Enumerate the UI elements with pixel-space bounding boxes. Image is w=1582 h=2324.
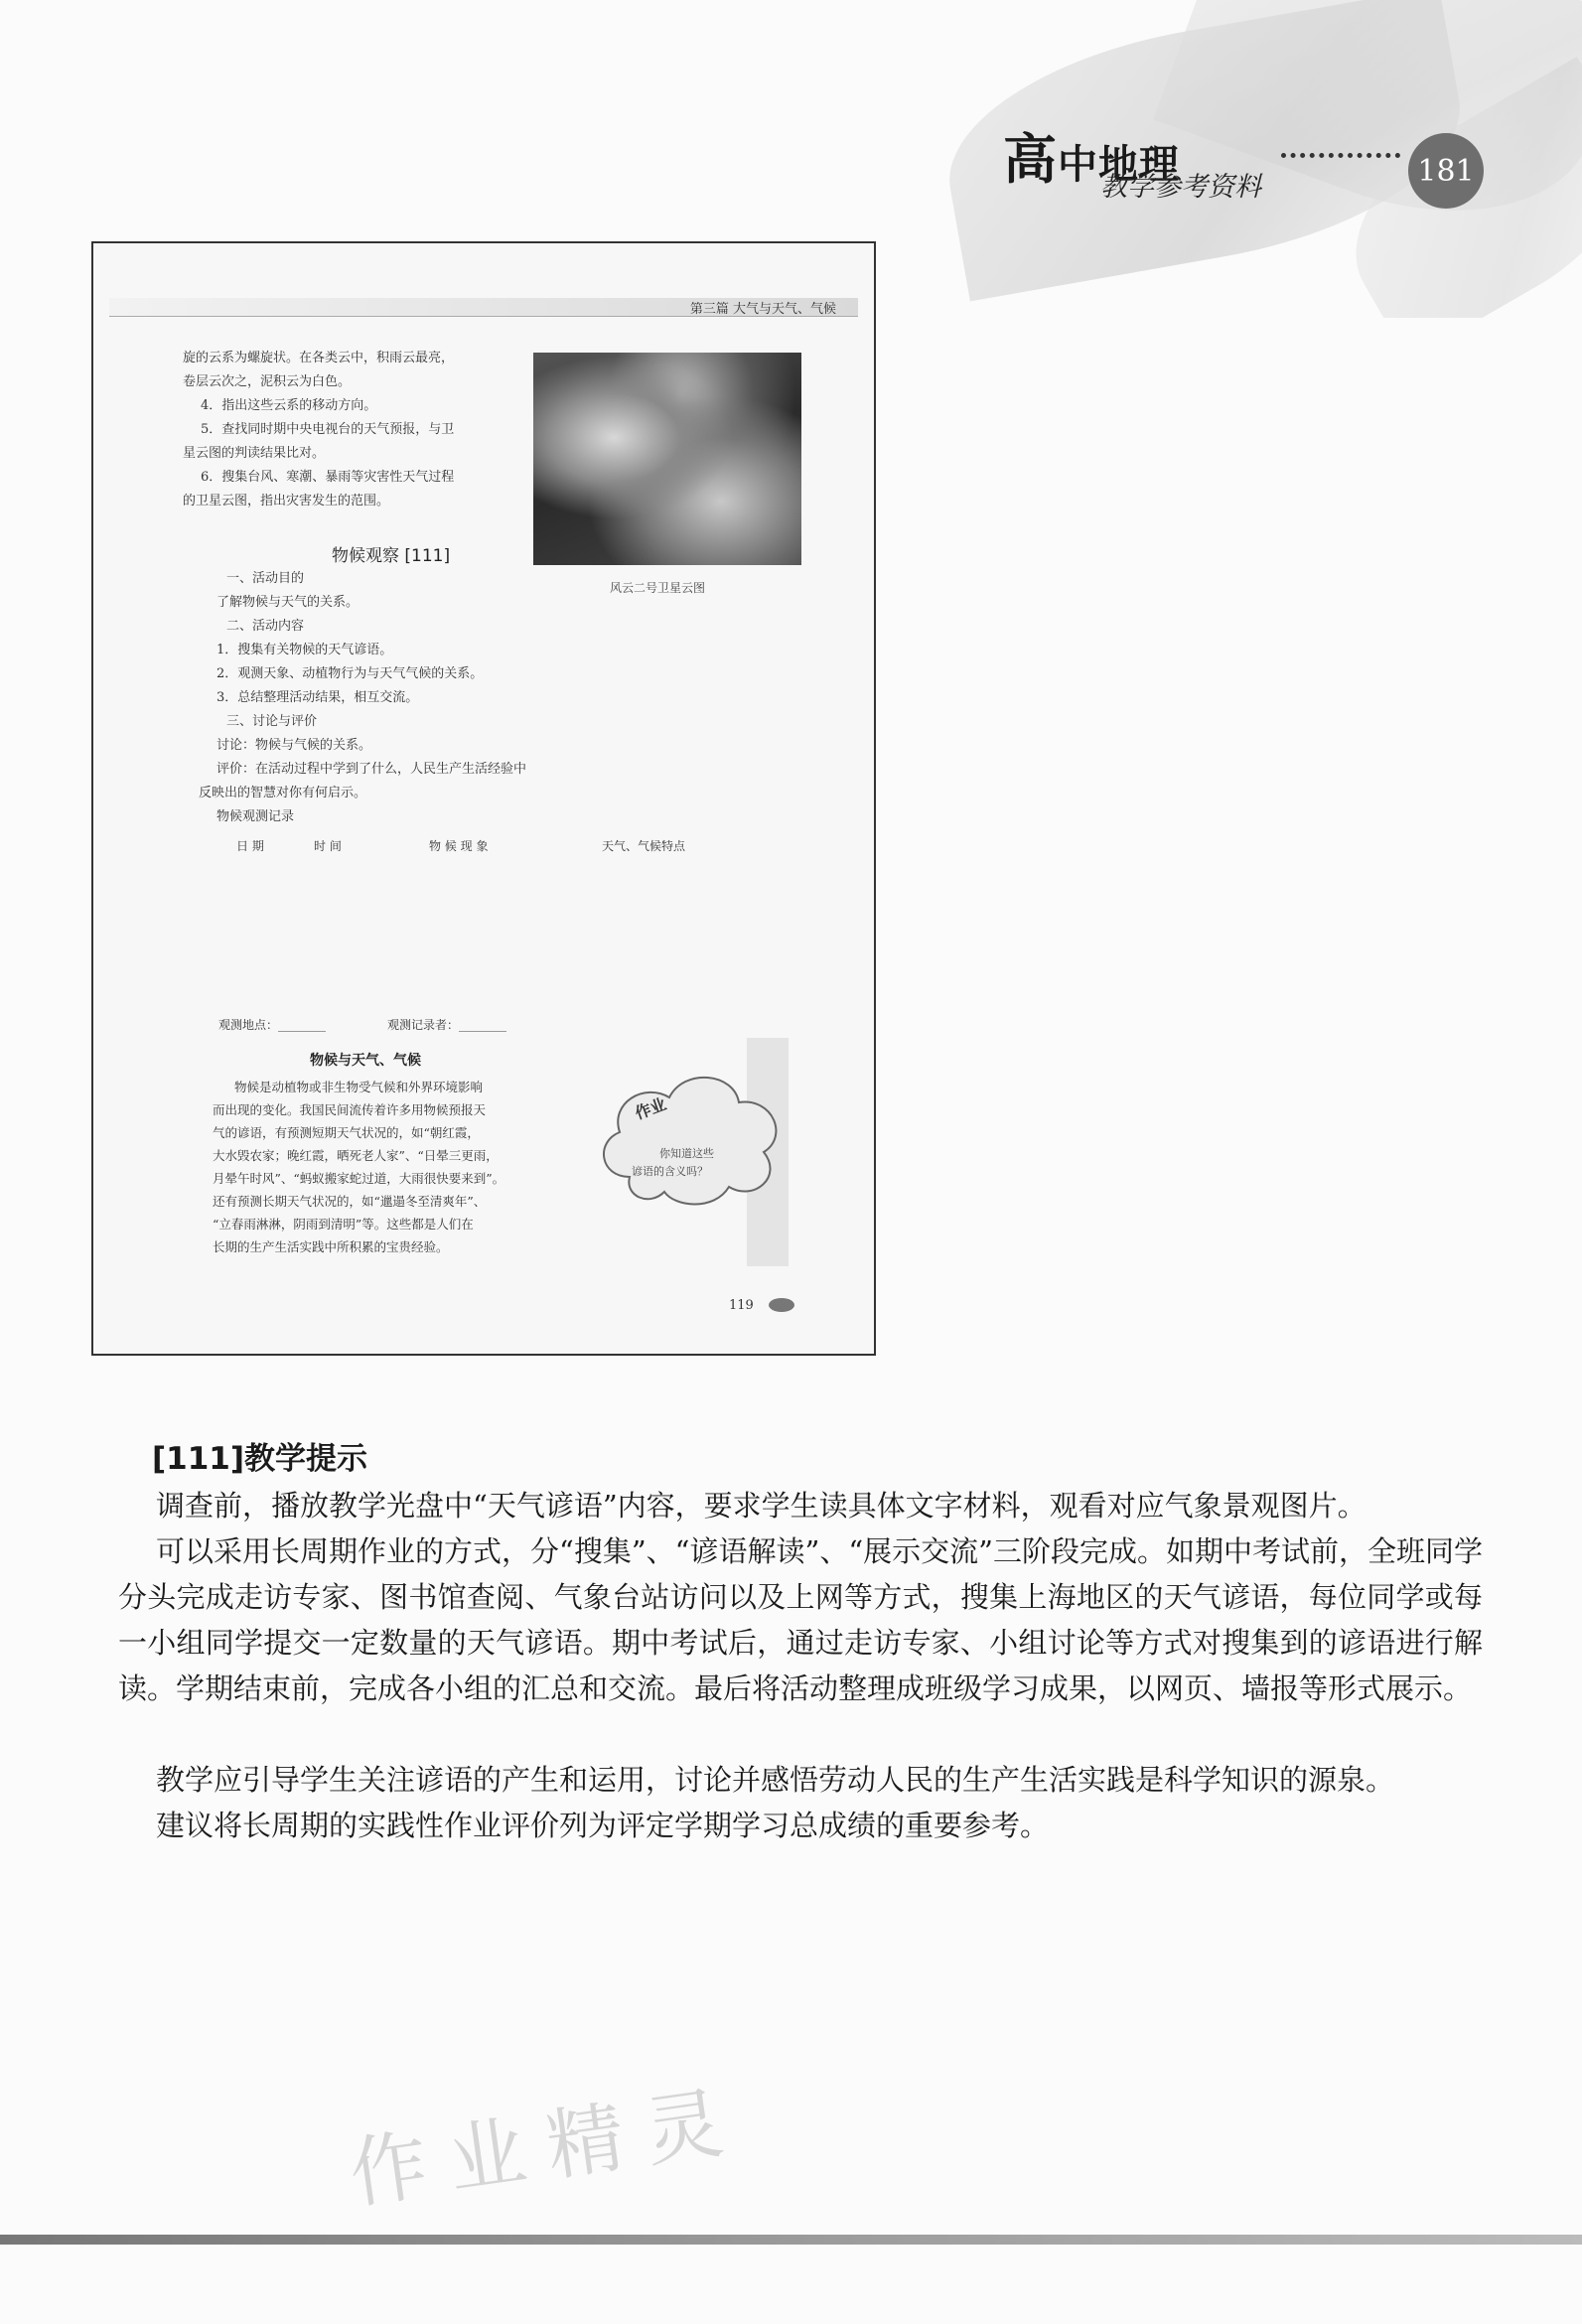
box-line: 大水毁农家；晚红霞，晒死老人家”、“日晕三更雨，	[213, 1148, 499, 1163]
table-header-phenomenon: 物 候 现 象	[429, 839, 489, 853]
box-line: 长期的生产生活实践中所积累的宝贵经验。	[213, 1239, 449, 1254]
activity-line: 物候观测记录	[216, 809, 295, 824]
intro-line: 旋的云系为螺旋状。在各类云中，积雨云最亮，	[183, 351, 455, 365]
box-line: 而出现的变化。我国民间流传着许多用物候预报天	[213, 1102, 487, 1117]
running-head: 第三篇 大气与天气、气候	[689, 302, 836, 317]
intro-line: 的卫星云图，指出灾害发生的范围。	[183, 494, 390, 508]
table-header-date: 日 期	[236, 839, 264, 853]
activity-line: 反映出的智慧对你有何启示。	[199, 786, 367, 800]
activity-line: 二、活动内容	[226, 619, 305, 634]
paragraph: 调查前，播放教学光盘中“天气谚语”内容，要求学生读具体文字材料，观看对应气象景观图片。	[156, 1489, 1366, 1523]
embedded-textbook-page	[91, 241, 876, 1356]
box-line: “立春雨淋淋，阴雨到清明”等。这些都是人们在	[213, 1217, 474, 1232]
activity-line: 了解物候与天气的关系。	[216, 595, 360, 610]
footer-bar	[0, 2235, 1582, 2245]
table-header-time: 时 间	[314, 839, 342, 853]
cloud-line: 你知道这些	[659, 1147, 714, 1160]
book-title: 高中地理	[1003, 128, 1180, 191]
intro-line: 4．指出这些云系的移动方向。	[201, 398, 377, 413]
activity-line: 一、活动目的	[226, 571, 305, 586]
page-number: 181	[1408, 133, 1484, 209]
activity-title: 物候观察 [111]	[332, 546, 451, 566]
header-dots-divider	[1281, 153, 1400, 158]
intro-line: 5．查找同时期中央电视台的天气预报，与卫	[201, 422, 455, 437]
intro-line: 星云图的判读结果比对。	[183, 446, 326, 461]
homework-cloud-icon	[590, 1058, 798, 1227]
cloud-label: 作业	[632, 1093, 669, 1123]
box-line: 月晕午时风”、“蚂蚁搬家蛇过道，大雨很快要来到”。	[213, 1171, 505, 1186]
box-line: 还有预测长期天气状况的，如“邋遢冬至清爽年”、	[213, 1194, 487, 1209]
table-header-weather: 天气、气候特点	[602, 839, 686, 853]
activity-line: 2．观测天象、动植物行为与天气气候的关系。	[216, 666, 484, 681]
box-text	[213, 1076, 649, 1258]
box-line: 物候是动植物或非生物受气候和外界环境影响	[234, 1080, 484, 1094]
activity-line: 3．总结整理活动结果，相互交流。	[216, 690, 419, 705]
satellite-caption: 风云二号卫星云图	[610, 581, 706, 595]
intro-line: 6．搜集台风、寒潮、暴雨等灾害性天气过程	[201, 470, 455, 485]
activity-line: 评价：在活动过程中学到了什么，人民生产生活经验中	[216, 762, 527, 777]
paragraph: 建议将长周期的实践性作业评价列为评定学期学习总成绩的重要参考。	[156, 1809, 1050, 1842]
paragraph: 教学应引导学生关注谚语的产生和运用，讨论并感悟劳动人民的生产生活实践是科学知识的源泉。	[156, 1763, 1395, 1797]
activity-line: 三、讨论与评价	[226, 714, 318, 729]
intro-text	[183, 347, 530, 513]
embedded-page-number: 119	[729, 1298, 754, 1313]
activity-line: 讨论：物候与气候的关系。	[216, 738, 372, 753]
section-title: [111]教学提示	[152, 1441, 368, 1477]
box-line: 气的谚语，有预测短期天气状况的，如“朝红霞，	[213, 1125, 480, 1140]
cloud-line: 谚语的含义吗？	[632, 1165, 708, 1178]
observe-recorder: 观测记录者：________	[387, 1018, 507, 1032]
satellite-cloud-image	[533, 353, 801, 565]
activity-line: 1．搜集有关物候的天气谚语。	[216, 643, 393, 657]
observe-place: 观测地点：________	[218, 1018, 327, 1032]
book-subtitle: 教学参考资料	[1100, 172, 1261, 203]
activity-text	[199, 567, 614, 829]
box-title: 物候与天气、气候	[310, 1053, 421, 1069]
intro-line: 卷层云次之，泥积云为白色。	[183, 374, 352, 389]
globe-icon	[769, 1298, 794, 1312]
watermark: 作业精灵	[344, 2076, 751, 2221]
paragraph: 可以采用长周期作业的方式，分“搜集”、“谚语解读”、“展示交流”三阶段完成。如期中考试前，全班同学分头完成走访专家、图书馆查阅、气象台站访问以及上网等方式，搜集上海地区的天气谚语，每位同学或每一小组同学提交一定数量的天气谚语。期中考试后，通过走访专家、小组讨论等方式对搜集到的谚语进行解读。学期结束前，完成各小组的汇总和交流。最后将活动整理成班级学习成果，以网页、墙报等形式展示。	[118, 1534, 1483, 1705]
